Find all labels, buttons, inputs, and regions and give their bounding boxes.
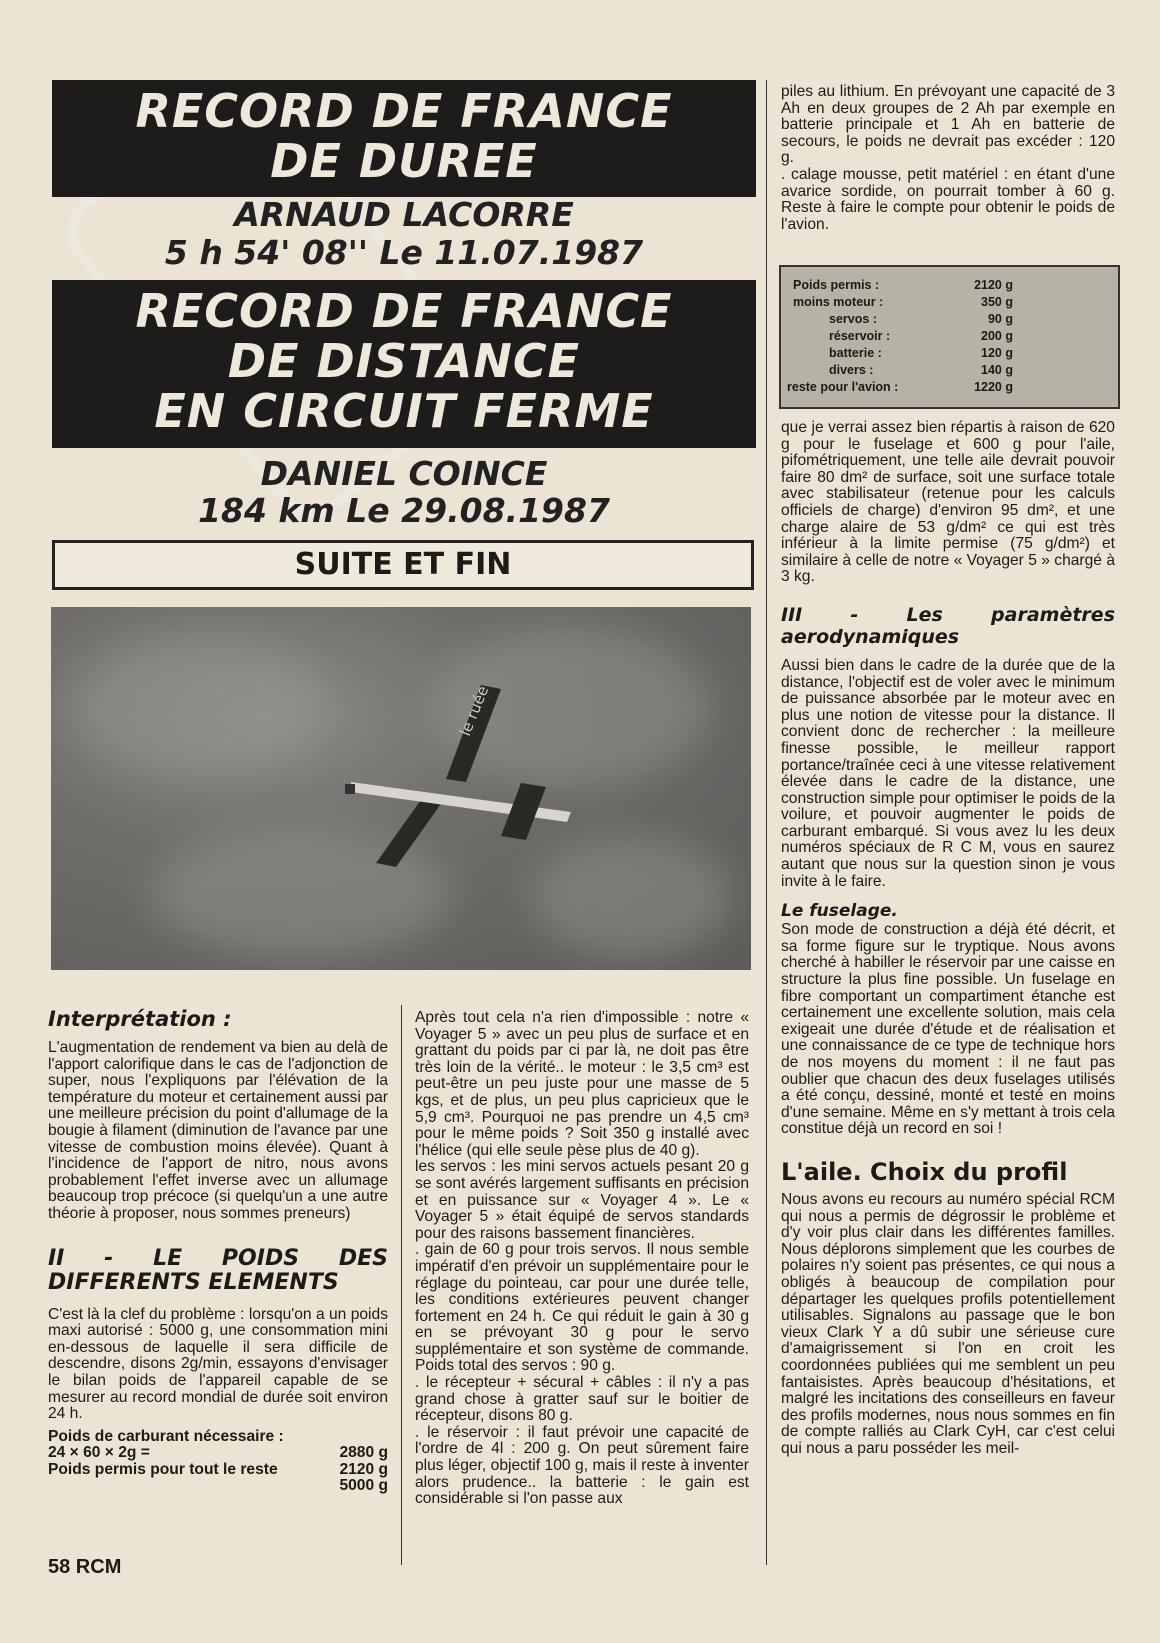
title-line: DE DISTANCE (227, 334, 581, 388)
row-label: réservoir : (829, 329, 891, 343)
column-3-bottom (781, 420, 1115, 1457)
title-line: DE DUREE (270, 134, 538, 188)
wing-lettering: le ruée (456, 683, 493, 739)
paragraph: Son mode de construction a déjà été décrit, et sa forme figure sur le tryptique. Nous avons cherché à habiller le réservoir par une caisse en structure la plus fine possible. Un fuselage en fibre comportant un compartiment étanche est certainement une excellente solution, mais cela exigeait une durée d'étude et de réalisation et une connaissance de ce type de technique hors de nos moyens du moment : il ne faut pas oublier que chacun des deux fuselages utilisés a été conçu, dessiné, monté et testé en moins d'une semaine. Même en s'y mettant à trois cela constitue déjà un record en soi ! (781, 921, 1115, 1138)
heading-aile: L'aile. Choix du profil (781, 1157, 1068, 1186)
calc-row (48, 1445, 388, 1462)
calc-row (48, 1478, 388, 1495)
calc-value: 2120 g (339, 1460, 388, 1478)
paragraph: les servos : les mini servos actuels pesant 20 g se sont avérés largement suffisants en précision et en puissance sur « Voyager 4 ». Le « Voyager 5 » était équipé de servos standards pour des raisons bassement financières. (415, 1158, 749, 1242)
column-rule (401, 1005, 402, 1565)
title-line: RECORD DE FRANCE (135, 284, 673, 338)
table-row (781, 345, 1118, 361)
calc-row (48, 1462, 388, 1479)
calc-value: 2880 g (339, 1444, 388, 1462)
paragraph: Aussi bien dans le cadre de la durée que de la distance, l'objectif est de voler avec le minimum de puissance absorbée par le moteur avec en plus une notion de vitesse pour la distance. Il convient donc de rechercher : la meilleure finesse possible, le meilleur rapport portance/traînée ceci à une vitesse relativement élevée dans le cadre de la distance, une construction simple pour optimiser le poids de la voilure, et pouvoir augmenter le poids de carburant embarqué. Si vous avez lu les deux numéros spéciaux de R C M, vous en saurez autant que nous sur la question sinon je vous invite à le faire. (781, 656, 1115, 890)
paragraph: que je verrai assez bien répartis à raison de 620 g pour le fuselage et 600 g pour l'aile, pifométriquement, une telle aile devrait pouvoir faire 80 dm² de surface, soit une surface totale avec stabilisateur (retenue pour les calculs officiels de charge) d'environ 95 dm², et une charge alaire de 53 g/dm² ce qui est très inférieur à la limite permise (75 g/dm²) et similaire à celle de notre « Voyager 5 » chargé à 3 kg. (781, 419, 1115, 586)
row-value: 1220 g (974, 380, 1013, 394)
paragraph: . le récepteur + sécural + câbles : il n'y a pas grand chose à gratter sauf sur le boitier de récepteur, disons 80 g. (415, 1374, 749, 1425)
weight-table (779, 265, 1120, 409)
row-value: 350 g (981, 295, 1013, 309)
calc-label: Poids permis pour tout le reste (48, 1460, 278, 1478)
title-bar-duree (52, 80, 756, 197)
calc-title: Poids de carburant nécessaire : (48, 1427, 284, 1445)
paragraph: . gain de 60 g pour trois servos. Il nous semble impératif d'en prévoir un supplémentaire pour le réglage du pointeau, car pour une durée telle, les conditions extérieures peuvent changer fortement en 24 h. Ce qui réduit le gain à 30 g en se prévoyant 30 g pour le servo supplémentaire et son système de commande. Poids total des servos : 90 g. (415, 1241, 749, 1375)
paragraph: Après tout cela n'a rien d'impossible : notre « Voyager 5 » avec un peu plus de surface et en grattant du poids par ci par là, ne doit pas être très loin de la vérité.. le moteur : le 3,5 cm³ est peut-être un peu juste pour une masse de 5 kgs, et de plus, un peu plus capricieux que le 5,9 cm³. Pourquoi ne pas prendre un 4,5 cm³ pour le même poids ? Soit 350 g installé avec l'hélice (qui elle seule pèse plus de 40 g). (415, 1009, 749, 1159)
heading-interpretation: Interprétation : (48, 1007, 232, 1031)
column-1 (48, 1008, 388, 1495)
title-line: EN CIRCUIT FERME (154, 384, 654, 438)
glider-photo (51, 607, 751, 970)
row-label: moins moteur : (793, 295, 884, 309)
row-value: 200 g (981, 329, 1013, 343)
paragraph: piles au lithium. En prévoyant une capacité de 3 Ah en deux groupes de 2 Ah par exemple en batterie principale et 1 Ah en batterie de secours, le poids ne devrait pas excéder : 120 g. (781, 83, 1115, 167)
title-line: RECORD DE FRANCE (135, 84, 673, 138)
paragraph: Nous avons eu recours au numéro spécial RCM qui nous a permis de dégrossir le problème et d'y voir plus clair dans les différentes familles. Nous déplorons simplement que les courbes de polaires n'y soient pas présentes, ce qui nous a obligés à beaucoup de compilation pour départager les quelques profils potentiellement utilisables. Signalons au passage que le bon vieux Clark Y a dû subir une sérieuse cure d'amaigrissement si l'on en croit les coordonnées publiées qui me semblent un peu fantaisistes. Après beaucoup d'hésitations, et malgré les incitations des conseilleurs en faveur des profils modernes, nous nous sommes en fin de compte ralliés au Clark CyH, car c'est celui qui nous a paru posséder les meil- (781, 1190, 1115, 1457)
row-label: batterie : (829, 346, 882, 360)
table-row (781, 379, 1118, 395)
glider-silhouette (51, 607, 751, 970)
calc-label: 24 × 60 × 2g = (48, 1444, 150, 1462)
paragraph: C'est là la clef du problème : lorsqu'on a un poids maxi autorisé : 5000 g, une consommation mini en-dessous de laquelle il sera difficile de descendre, disons 2g/min, essayons d'envisager le bilan poids de l'appareil capable de se mesurer au record mondial de durée soit environ 24 h. (48, 1305, 388, 1423)
title-bar-distance (52, 280, 756, 448)
column-3-top (781, 84, 1115, 233)
table-row (781, 311, 1118, 327)
page-footer: 58 RCM (48, 1556, 122, 1578)
table-row (781, 277, 1118, 293)
row-value: 140 g (981, 363, 1013, 377)
suite-et-fin-box: SUITE ET FIN (52, 540, 754, 590)
record-line-1: 5 h 54' 08'' Le 11.07.1987 (164, 233, 644, 272)
row-label: divers : (829, 363, 874, 377)
table-row (781, 362, 1118, 378)
row-value: 2120 g (974, 278, 1013, 292)
row-value: 90 g (987, 312, 1013, 326)
column-rule (766, 80, 767, 1565)
pilot-name-2: DANIEL COINCE (260, 454, 548, 493)
table-row (781, 328, 1118, 344)
paragraph: . calage mousse, petit matériel : en étant d'une avarice sordide, on pourrait tomber à 60 g. Reste à faire le compte pour obtenir le poids de l'avion. (781, 165, 1115, 233)
row-label: reste pour l'avion : (787, 380, 899, 394)
pilot-name-1: ARNAUD LACORRE (234, 195, 574, 234)
row-label: Poids permis : (793, 278, 880, 292)
paragraph: L'augmentation de rendement va bien au delà de l'apport calorifique dans le cas de l'adjonction de super, nous l'expliquons par l'élévation de la température du moteur et certainement aussi par une meilleure précision du point d'allumage de la bougie à filament (diminution de l'avance par une vitesse de combustion moins élevée). Quant à l'incidence de l'apport de nitro, nous avons probablement l'effet inverse avec un allumage beaucoup trop précoce (si quelqu'un a une autre théorie à proposer, nous sommes preneurs) (48, 1039, 388, 1222)
row-label: servos : (829, 312, 877, 326)
calc-value: 5000 g (339, 1477, 388, 1495)
heading-poids: II - LE POIDS DES DIFFERENTS ELEMENTS (48, 1245, 388, 1295)
heading-fuselage: Le fuselage. (781, 901, 898, 922)
record-line-2: 184 km Le 29.08.1987 (198, 491, 610, 530)
row-value: 120 g (981, 346, 1013, 360)
paragraph: . le réservoir : il faut prévoir une capacité de l'ordre de 4l : 200 g. On peut sûrement faire plus léger, objectif 100 g, mais il reste à inventer alors prudence.. la batterie : le gain est considérable si l'on passe aux (415, 1423, 749, 1508)
table-row (781, 294, 1118, 310)
heading-aerodynamiques: III - Les paramètres aerodynamiques (781, 603, 1115, 648)
column-2 (415, 1010, 749, 1508)
